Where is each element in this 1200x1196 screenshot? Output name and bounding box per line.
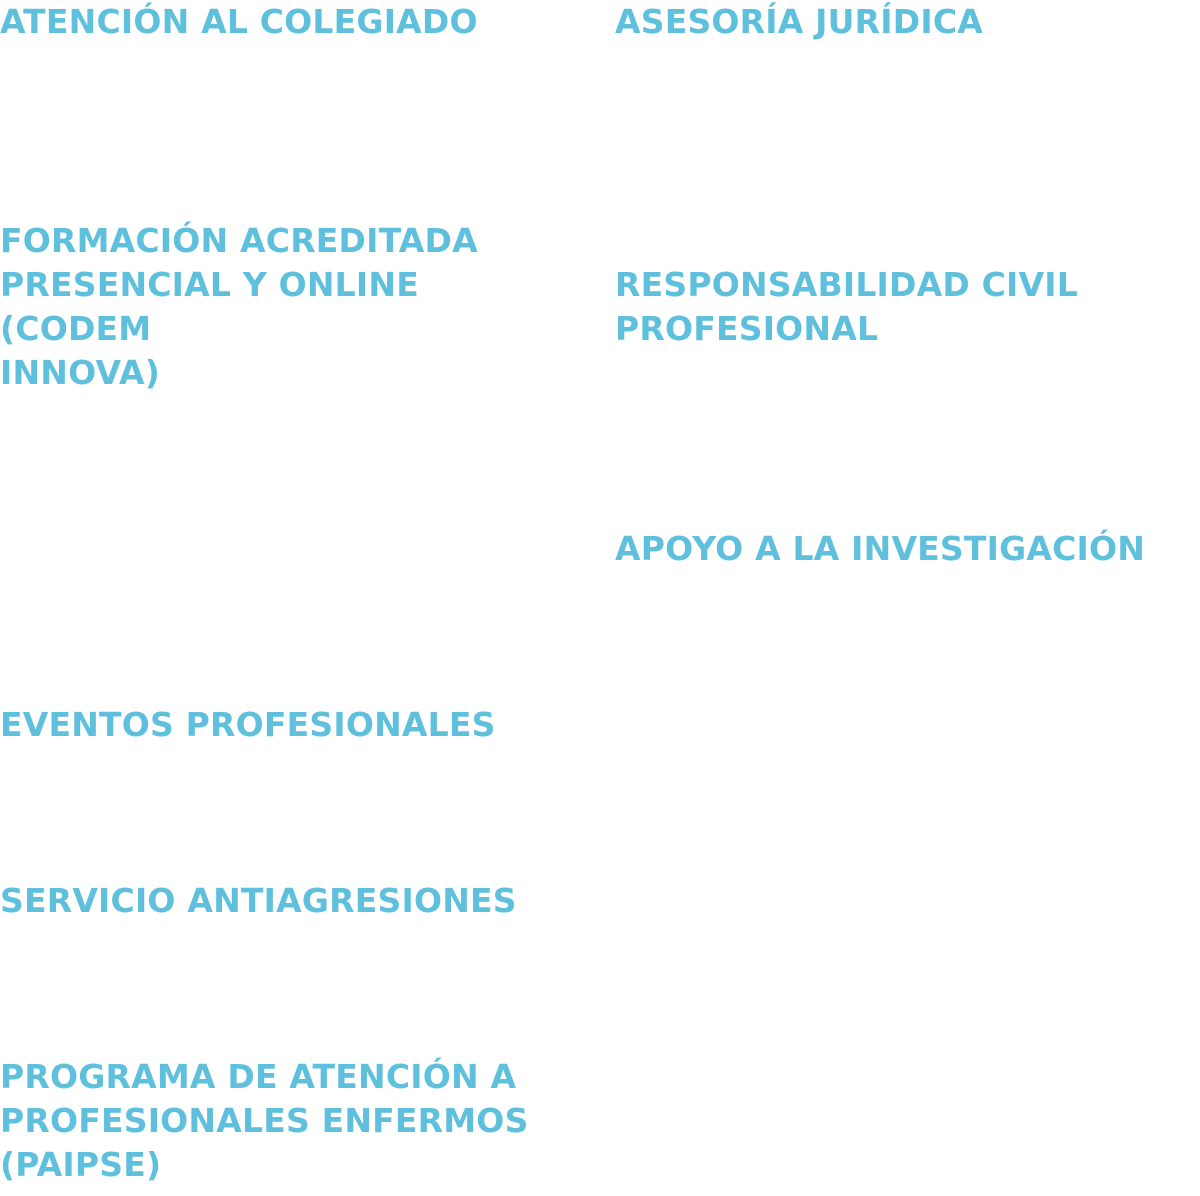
- service-heading-responsabilidad-civil[interactable]: RESPONSABILIDAD CIVIL PROFESIONAL: [615, 265, 1078, 348]
- service-heading-atencion-al-colegiado[interactable]: ATENCIÓN AL COLEGIADO: [0, 2, 478, 41]
- service-heading-formacion-acreditada[interactable]: FORMACIÓN ACREDITADA PRESENCIAL Y ONLINE (CODEM INNOVA): [0, 221, 478, 392]
- service-heading-servicio-antiagresiones[interactable]: SERVICIO ANTIAGRESIONES: [0, 881, 517, 920]
- service-heading-paipse[interactable]: PROGRAMA DE ATENCIÓN A PROFESIONALES ENFERMOS (PAIPSE): [0, 1057, 529, 1184]
- service-heading-apoyo-investigacion[interactable]: APOYO A LA INVESTIGACIÓN: [615, 529, 1146, 568]
- service-heading-asesoria-juridica[interactable]: ASESORÍA JURÍDICA: [615, 2, 983, 41]
- service-heading-eventos-profesionales[interactable]: EVENTOS PROFESIONALES: [0, 705, 496, 744]
